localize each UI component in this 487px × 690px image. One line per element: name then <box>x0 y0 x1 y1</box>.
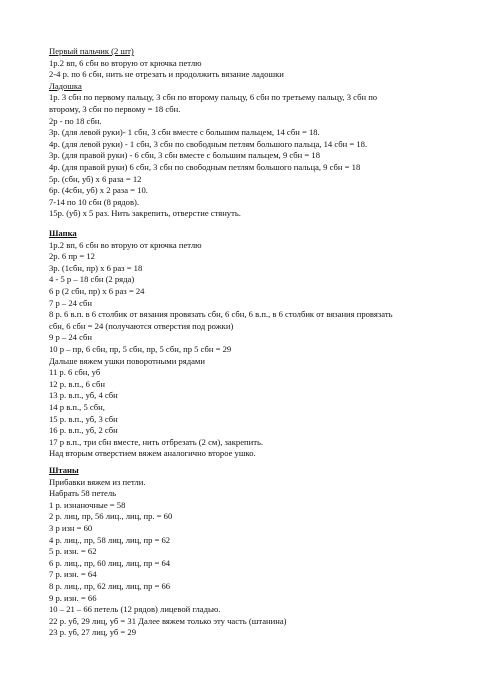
text-line: 6 р (2 сбн, пр) х 6 раз = 24 <box>49 285 145 296</box>
text-line: 8 р. лиц., пр, 62 лиц, лиц, пр = 66 <box>49 580 171 591</box>
section-heading: Первый пальчик (2 шт) <box>49 46 134 56</box>
text-line: второму, 3 сбн по первому = 18 сбн. <box>49 103 181 114</box>
text-line: сбн, 6 сбн = 24 (получаются отверстия под рожки) <box>49 320 234 331</box>
text-line: Набрать 58 петель <box>49 488 117 499</box>
text-line: 2-4 р. по 6 сбн, нить не отрезать и продолжить вязание ладошки <box>49 69 284 80</box>
text-line: 9 р. изн. = 66 <box>49 592 97 603</box>
text-line: 3р. (для левой руки)- 1 сбн, 3 сбн вместе с большим пальцем, 14 сбн = 18. <box>49 127 320 138</box>
text-line: 6р. (4сбн, уб) х 2 раза = 10. <box>49 185 148 196</box>
text-line: 2 р. лиц, пр, 56 лиц., лиц, пр. = 60 <box>49 511 173 522</box>
text-line: 6 р. лиц., пр, 60 лиц, лиц, пр = 64 <box>49 557 171 568</box>
text-line: 15 р. в.п., уб, 3 сбн <box>49 413 118 424</box>
text-line: 7-14 по 10 сбн (8 рядов). <box>49 196 140 207</box>
text-line: 1р.2 вп, 6 сбн во вторую от крючка петлю <box>49 239 202 250</box>
text-line: 11 р. 6 сбн, уб <box>49 367 101 378</box>
text-line: Дальше вяжем ушки поворотными рядами <box>49 355 205 366</box>
section-first-finger <box>49 46 469 220</box>
text-line: 4р. (для правой руки) 6 сбн, 3 сбн по свободным петлям большого пальца, 9 сбн = 18 <box>49 161 361 172</box>
text-line: 1р.2 вп, 6 сбн во вторую от крючка петлю <box>49 57 202 68</box>
text-line: 7 р. изн. = 64 <box>49 569 97 580</box>
text-line: 4 р. лиц., пр, 58 лиц, лиц, пр = 62 <box>49 534 171 545</box>
text-line: 10 р – пр, 6 сбн, пр, 5 сбн, пр, 5 сбн, пр 5 сбн = 29 <box>49 343 232 354</box>
section-heading: Ладошка <box>49 80 82 91</box>
text-line: 22 р. уб, 29 лиц, уб = 31 Далее вяжем только эту часть (штанина) <box>49 615 287 626</box>
text-line: 3р. (1сбн, пр) х 6 раз = 18 <box>49 262 143 273</box>
section-hat <box>49 228 469 460</box>
text-line: 5 р. изн. = 62 <box>49 546 97 557</box>
text-line: 2р. 6 пр = 12 <box>49 251 95 262</box>
text-line: 13 р. в.п., уб, 4 сбн <box>49 390 118 401</box>
text-line: Прибавки вяжем из петли. <box>49 476 146 487</box>
text-line: 14 р в.п., 5 сбн, <box>49 401 105 412</box>
text-line: 4р. (для левой руки) - 1 сбн, 3 сбн по свободным петлям большого пальца, 14 сбн = 18. <box>49 138 368 149</box>
text-line: 8 р. 6 в.п. в 6 столбик от вязания провязать сбн, 6 сбн, 6 в.п., в 6 столбик от вязания провязать <box>49 309 393 320</box>
text-line: 9 р – 24 сбн <box>49 332 92 343</box>
section-heading: Шапка <box>49 228 77 238</box>
text-line: 17 р в.п., три сбн вместе, нить отбрезать (2 см), закрепить. <box>49 436 264 447</box>
text-line: 4 - 5 р – 18 сбн (2 ряда) <box>49 274 135 285</box>
text-line: 3р. (для правой руки) - 6 сбн, 3 сбн вместе с большим пальцем, 9 сбн = 18 <box>49 150 321 161</box>
text-line: 10 – 21 – 66 петель (12 рядов) лицевой гладью. <box>49 604 221 615</box>
text-line: 23 р. уб, 27 лиц, уб = 29 <box>49 627 137 638</box>
text-line: 12 р. в.п., 6 сбн <box>49 378 105 389</box>
text-line: 1р. 3 сбн по первому пальцу, 3 сбн по второму пальцу, 6 сбн по третьему пальцу, 3 сбн по <box>49 92 378 103</box>
text-line: 5р. (сбн, уб) х 6 раза = 12 <box>49 173 142 184</box>
text-line: 2р - по 18 сбн. <box>49 115 102 126</box>
section-heading: Штаны <box>49 465 79 475</box>
section-pants <box>49 465 469 639</box>
text-line: Над вторым отверстием вяжем аналогично второе ушко. <box>49 448 256 459</box>
text-line: 16 р. в.п., уб, 2 сбн <box>49 425 118 436</box>
text-line: 1 р. изнаночные = 58 <box>49 499 126 510</box>
text-line: 15р. (уб) х 5 раз. Нить закрепить, отверстие стянуть. <box>49 208 241 219</box>
text-line: 7 р – 24 сбн <box>49 297 92 308</box>
text-line: 3 р изн = 60 <box>49 522 93 533</box>
